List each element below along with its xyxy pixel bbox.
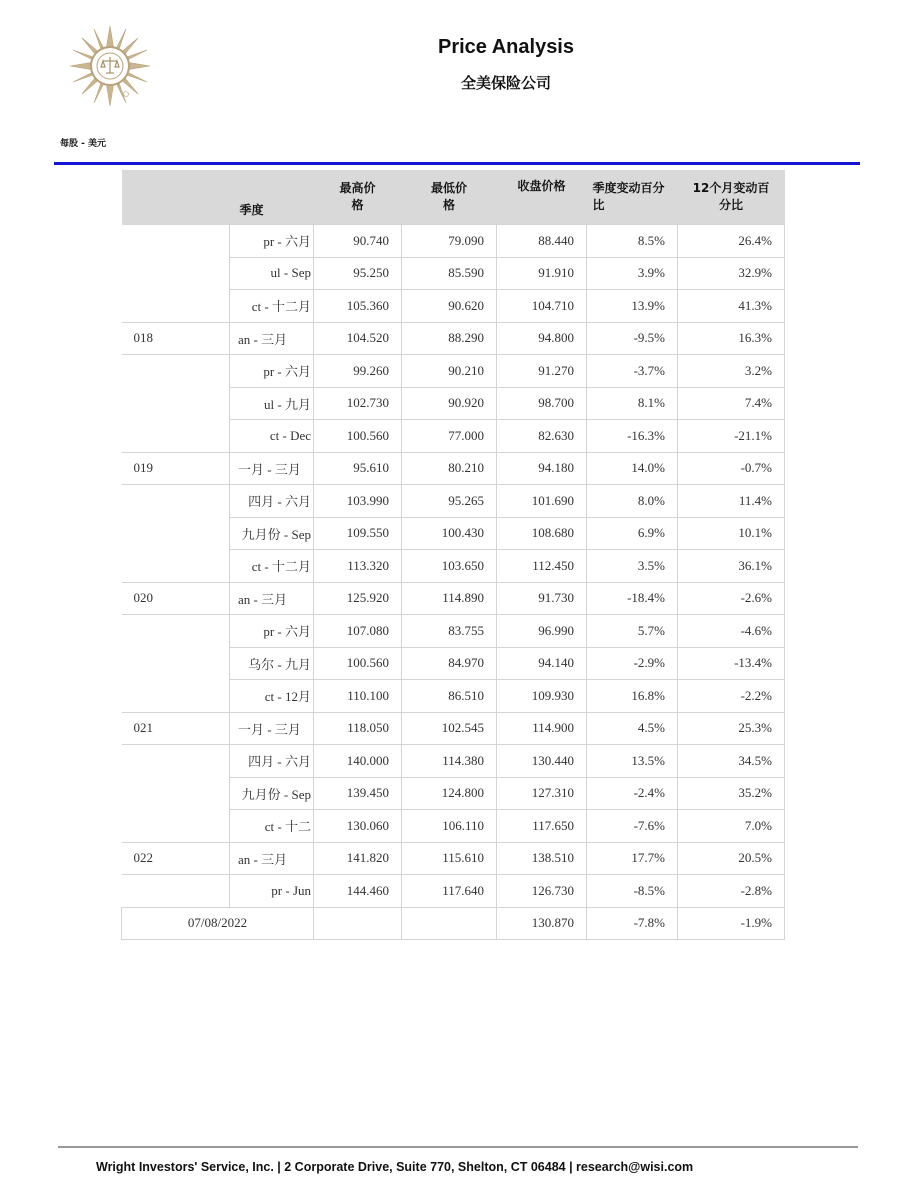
annual-change-cell: 7.4%	[678, 387, 785, 420]
low-price-cell: 115.610	[402, 842, 497, 875]
table-row	[122, 615, 785, 648]
close-price-cell: 108.680	[497, 517, 587, 550]
year-cell	[122, 485, 230, 518]
header-annual-change: 12个月变动百分比	[678, 170, 785, 225]
close-price-cell: 101.690	[497, 485, 587, 518]
high-price-cell: 105.360	[314, 290, 402, 323]
low-price-cell: 84.970	[402, 647, 497, 680]
high-price-cell: 100.560	[314, 420, 402, 453]
annual-change-cell: 36.1%	[678, 550, 785, 583]
table-row	[122, 420, 785, 453]
high-price-cell: 90.740	[314, 225, 402, 258]
annual-change-cell: 11.4%	[678, 485, 785, 518]
close-price-cell: 91.910	[497, 257, 587, 290]
quarter-change-cell: 16.8%	[587, 680, 678, 713]
low-price-cell: 85.590	[402, 257, 497, 290]
low-price-cell: 100.430	[402, 517, 497, 550]
quarter-change-cell: 8.5%	[587, 225, 678, 258]
quarter-cell: 四月 - 六月	[230, 485, 314, 518]
quarter-change-cell: 3.9%	[587, 257, 678, 290]
quarter-cell: 九月份 - Sep	[230, 777, 314, 810]
high-price-cell: 139.450	[314, 777, 402, 810]
close-price-cell: 91.730	[497, 582, 587, 615]
quarter-change-cell: 13.5%	[587, 745, 678, 778]
year-cell	[122, 745, 230, 778]
low-price-cell: 79.090	[402, 225, 497, 258]
table-row	[122, 810, 785, 843]
table-row	[122, 225, 785, 258]
high-price-cell: 95.610	[314, 452, 402, 485]
footer-divider	[58, 1146, 858, 1148]
quarter-change-cell: 3.5%	[587, 550, 678, 583]
year-cell	[122, 615, 230, 648]
year-cell: 018	[122, 322, 230, 355]
high-price-cell: 140.000	[314, 745, 402, 778]
close-price-cell: 109.930	[497, 680, 587, 713]
quarter-change-cell: 17.7%	[587, 842, 678, 875]
annual-change-cell: -2.2%	[678, 680, 785, 713]
high-price-cell: 118.050	[314, 712, 402, 745]
low-price-cell: 90.920	[402, 387, 497, 420]
annual-change-cell: -21.1%	[678, 420, 785, 453]
table-row	[122, 485, 785, 518]
close-price-cell: 91.270	[497, 355, 587, 388]
table-row	[122, 322, 785, 355]
quarter-change-cell: -2.4%	[587, 777, 678, 810]
header-close: 收盘价格	[497, 170, 587, 225]
table-row	[122, 680, 785, 713]
high-price-cell: 125.920	[314, 582, 402, 615]
high-price-cell: 99.260	[314, 355, 402, 388]
quarter-change-cell: -7.8%	[587, 907, 678, 940]
high-price-cell: 100.560	[314, 647, 402, 680]
table-row	[122, 257, 785, 290]
quarter-cell: ul - Sep	[230, 257, 314, 290]
annual-change-cell: 10.1%	[678, 517, 785, 550]
quarter-change-cell: -18.4%	[587, 582, 678, 615]
close-price-cell: 138.510	[497, 842, 587, 875]
table-row	[122, 355, 785, 388]
quarter-change-cell: 4.5%	[587, 712, 678, 745]
year-cell: 020	[122, 582, 230, 615]
close-price-cell: 94.800	[497, 322, 587, 355]
quarter-change-cell: -9.5%	[587, 322, 678, 355]
low-price-cell: 124.800	[402, 777, 497, 810]
quarter-change-cell: 8.1%	[587, 387, 678, 420]
company-name: 全美保险公司	[460, 74, 551, 92]
quarter-cell: ct - 十二月	[230, 290, 314, 323]
quarter-cell: ct - 十二	[230, 810, 314, 843]
quarter-cell: an - 三月	[230, 582, 314, 615]
annual-change-cell: 3.2%	[678, 355, 785, 388]
low-price-cell: 90.210	[402, 355, 497, 388]
low-price-cell: 77.000	[402, 420, 497, 453]
quarter-change-cell: 6.9%	[587, 517, 678, 550]
annual-change-cell: -4.6%	[678, 615, 785, 648]
close-price-cell: 98.700	[497, 387, 587, 420]
low-price-cell: 117.640	[402, 875, 497, 908]
quarter-cell: 一月 - 三月	[230, 712, 314, 745]
table-row	[122, 647, 785, 680]
annual-change-cell: 41.3%	[678, 290, 785, 323]
table-row	[122, 777, 785, 810]
table-row	[122, 745, 785, 778]
year-cell	[122, 875, 230, 908]
quarter-change-cell: 14.0%	[587, 452, 678, 485]
quarter-change-cell: -3.7%	[587, 355, 678, 388]
table-row	[122, 517, 785, 550]
quarter-cell: 四月 - 六月	[230, 745, 314, 778]
annual-change-cell: 16.3%	[678, 322, 785, 355]
header-quarter: 季度	[230, 170, 314, 225]
low-price-cell: 114.890	[402, 582, 497, 615]
year-cell: 021	[122, 712, 230, 745]
annual-change-cell: -2.8%	[678, 875, 785, 908]
header-low: 最低价格	[402, 170, 497, 225]
header-quarter-change: 季度变动百分比	[587, 170, 678, 225]
quarter-change-cell: 5.7%	[587, 615, 678, 648]
quarter-cell: pr - Jun	[230, 875, 314, 908]
empty-cell	[402, 907, 497, 940]
high-price-cell: 144.460	[314, 875, 402, 908]
annual-change-cell: 35.2%	[678, 777, 785, 810]
high-price-cell: 102.730	[314, 387, 402, 420]
table-row	[122, 387, 785, 420]
year-cell: 019	[122, 452, 230, 485]
high-price-cell: 95.250	[314, 257, 402, 290]
quarter-cell: ul - 九月	[230, 387, 314, 420]
high-price-cell: 103.990	[314, 485, 402, 518]
empty-cell	[314, 907, 402, 940]
price-table	[121, 170, 785, 940]
year-cell	[122, 777, 230, 810]
close-price-cell: 94.180	[497, 452, 587, 485]
quarter-change-cell: -7.6%	[587, 810, 678, 843]
quarter-cell: ct - 十二月	[230, 550, 314, 583]
quarter-cell: 一月 - 三月	[230, 452, 314, 485]
annual-change-cell: 32.9%	[678, 257, 785, 290]
close-price-cell: 82.630	[497, 420, 587, 453]
quarter-cell: 乌尔 - 九月	[230, 647, 314, 680]
low-price-cell: 83.755	[402, 615, 497, 648]
close-price-cell: 130.440	[497, 745, 587, 778]
quarter-cell: pr - 六月	[230, 355, 314, 388]
annual-change-cell: -1.9%	[678, 907, 785, 940]
annual-change-cell: 25.3%	[678, 712, 785, 745]
high-price-cell: 110.100	[314, 680, 402, 713]
table-row	[122, 712, 785, 745]
high-price-cell: 107.080	[314, 615, 402, 648]
quarter-change-cell: -2.9%	[587, 647, 678, 680]
close-price-cell: 88.440	[497, 225, 587, 258]
high-price-cell: 130.060	[314, 810, 402, 843]
year-cell	[122, 517, 230, 550]
high-price-cell: 113.320	[314, 550, 402, 583]
annual-change-cell: 34.5%	[678, 745, 785, 778]
close-price-cell: 104.710	[497, 290, 587, 323]
annual-change-cell: 7.0%	[678, 810, 785, 843]
close-price-cell: 117.650	[497, 810, 587, 843]
quarter-change-cell: 8.0%	[587, 485, 678, 518]
quarter-change-cell: -16.3%	[587, 420, 678, 453]
close-price-cell: 126.730	[497, 875, 587, 908]
close-price-cell: 96.990	[497, 615, 587, 648]
latest-date-cell: 07/08/2022	[122, 907, 314, 940]
table-header-row	[122, 170, 785, 225]
low-price-cell: 114.380	[402, 745, 497, 778]
quarter-cell: pr - 六月	[230, 615, 314, 648]
annual-change-cell: -0.7%	[678, 452, 785, 485]
low-price-cell: 106.110	[402, 810, 497, 843]
table-row	[122, 582, 785, 615]
low-price-cell: 103.650	[402, 550, 497, 583]
header-divider	[54, 162, 860, 165]
low-price-cell: 102.545	[402, 712, 497, 745]
year-cell	[122, 420, 230, 453]
quarter-cell: an - 三月	[230, 322, 314, 355]
quarter-cell: an - 三月	[230, 842, 314, 875]
table-row	[122, 875, 785, 908]
table-row	[122, 550, 785, 583]
table-row	[122, 290, 785, 323]
low-price-cell: 88.290	[402, 322, 497, 355]
high-price-cell: 141.820	[314, 842, 402, 875]
table-row-latest	[122, 907, 785, 940]
table-row	[122, 452, 785, 485]
quarter-cell: pr - 六月	[230, 225, 314, 258]
close-price-cell: 114.900	[497, 712, 587, 745]
page-title: Price Analysis	[437, 36, 574, 58]
year-cell	[122, 257, 230, 290]
table-row	[122, 842, 785, 875]
year-cell	[122, 355, 230, 388]
low-price-cell: 90.620	[402, 290, 497, 323]
annual-change-cell: 26.4%	[678, 225, 785, 258]
quarter-cell: ct - Dec	[230, 420, 314, 453]
close-price-cell: 130.870	[497, 907, 587, 940]
quarter-cell: ct - 12月	[230, 680, 314, 713]
annual-change-cell: -13.4%	[678, 647, 785, 680]
close-price-cell: 94.140	[497, 647, 587, 680]
low-price-cell: 80.210	[402, 452, 497, 485]
header-high: 最高价格	[314, 170, 402, 225]
quarter-change-cell: -8.5%	[587, 875, 678, 908]
annual-change-cell: -2.6%	[678, 582, 785, 615]
header-year	[122, 170, 230, 225]
year-cell	[122, 387, 230, 420]
year-cell: 022	[122, 842, 230, 875]
year-cell	[122, 680, 230, 713]
year-cell	[122, 647, 230, 680]
year-cell	[122, 550, 230, 583]
low-price-cell: 86.510	[402, 680, 497, 713]
annual-change-cell: 20.5%	[678, 842, 785, 875]
year-cell	[122, 225, 230, 258]
footer-text: Wright Investors' Service, Inc. | 2 Corporate Drive, Suite 770, Shelton, CT 06484 | research@wisi.com	[96, 1160, 694, 1174]
close-price-cell: 127.310	[497, 777, 587, 810]
high-price-cell: 104.520	[314, 322, 402, 355]
year-cell	[122, 810, 230, 843]
year-cell	[122, 290, 230, 323]
high-price-cell: 109.550	[314, 517, 402, 550]
unit-label: 每股 - 美元	[60, 139, 107, 149]
low-price-cell: 95.265	[402, 485, 497, 518]
quarter-change-cell: 13.9%	[587, 290, 678, 323]
quarter-cell: 九月份 - Sep	[230, 517, 314, 550]
close-price-cell: 112.450	[497, 550, 587, 583]
